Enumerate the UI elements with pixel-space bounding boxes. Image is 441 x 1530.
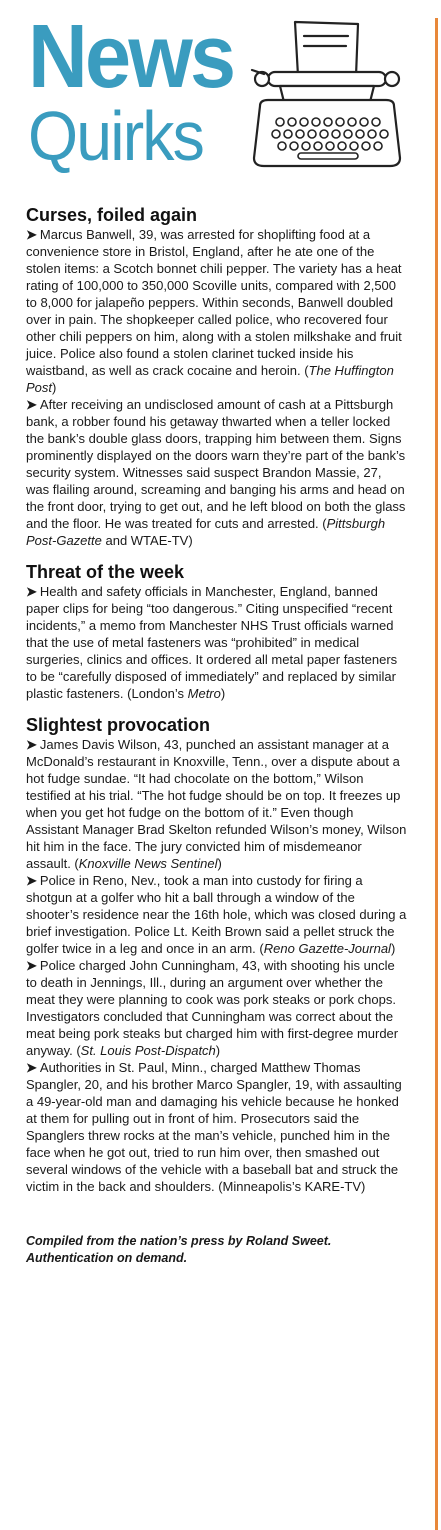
news-item: ➤ Police charged John Cunningham, 43, with shooting his uncle to death in Jennings, Ill., during an argument over whether the meat they were planning to cook was pork steaks or pork chops. Investigators concluded that Cunningham was correct about the meat being pork steaks but charged him with first-degree murder anyway. (St. Louis Post-Dispatch) xyxy=(26,958,399,1058)
credit-authentication: Authentication on demand. xyxy=(26,1251,188,1265)
arrow-bullet-icon: ➤ xyxy=(26,227,37,242)
source-citation: St. Louis Post-Dispatch xyxy=(80,1043,216,1058)
section-heading: Curses, foiled again xyxy=(26,205,198,225)
title-news: News xyxy=(28,7,234,107)
section-heading: Slightest provocation xyxy=(26,715,211,735)
source-citation: Pittsburgh Post-Gazette xyxy=(26,516,386,548)
section-heading: Threat of the week xyxy=(26,562,185,582)
typewriter-icon xyxy=(240,18,410,178)
credit-line xyxy=(26,1233,408,1267)
news-item: ➤ Police in Reno, Nev., took a man into custody for firing a shotgun at a golfer who hit a ball through a window of the shooter’s residence near the 16th hole, which was closed during a brief investigation. Police Lt. Keith Brown said a pellet struck the golfer twice in a leg and once in an arm. (Reno Gazette-Journal) xyxy=(26,873,407,956)
source-citation: Metro xyxy=(187,686,221,701)
masthead xyxy=(28,7,428,192)
arrow-bullet-icon: ➤ xyxy=(26,737,37,752)
article-body xyxy=(26,204,408,1267)
news-item: ➤ Marcus Banwell, 39, was arrested for shoplifting food at a convenience store in Bristol, England, after he ate one of the stolen items: a Scotch bonnet chili pepper. The variety has a heat rating of 100,000 to 350,000 Scoville units, compared with 2,500 to 8,000 for jalapeño peppers. Within seconds, Banwell doubled over in pain. The shopkeeper called police, who recovered four other chili peppers on him, along with a stolen milkshake and fruit juice. Police also found a stolen clarinet tucked inside his waistband, as well as crack cocaine and heroin. (The Huffington Post) xyxy=(26,227,402,395)
news-item: ➤ Authorities in St. Paul, Minn., charged Matthew Thomas Spangler, 20, and his brother Marco Spangler, 19, with assaulting a 49-year-old man and damaging his vehicle because he honked at them for pulling out in front of him. Prosecutors said the Spanglers threw rocks at the man’s vehicle, punched him in the face when he got out, tried to run him over, then smashed out several windows of the vehicle with a baseball bat and struck the victim in the back and shoulders. (Minneapolis’s KARE-TV) xyxy=(26,1060,402,1194)
news-item: ➤ James Davis Wilson, 43, punched an assistant manager at a McDonald’s restaurant in Knoxville, Tenn., over a dispute about a hot fudge sundae. “It had chocolate on the bottom,” Wilson testified at his trial. “The hot fudge should be on top. It freezes up when you get hot fudge on the bottom of it.” Even though Assistant Manager Brad Skelton refunded Wilson’s money, Wilson hit him in the face. The jury convicted him of misdemeanor assault. (Knoxville News Sentinel) xyxy=(26,737,407,871)
arrow-bullet-icon: ➤ xyxy=(26,873,37,888)
source-citation: Reno Gazette-Journal xyxy=(263,941,391,956)
news-item: ➤ Health and safety officials in Manchester, England, banned paper clips for being “too dangerous.” Citing unspecified “recent incidents,” a memo from Manchester NHS Trust officials warned that the use of metal fasteners was “prohibited” in medical surgeries, clinics and offices. It ordered all metal paper fasteners to be “carefully disposed of immediately” and replaced by similar plastic fasteners. (London’s Metro) xyxy=(26,584,398,701)
arrow-bullet-icon: ➤ xyxy=(26,397,37,412)
source-citation: Knoxville News Sentinel xyxy=(78,856,218,871)
arrow-bullet-icon: ➤ xyxy=(26,958,37,973)
arrow-bullet-icon: ➤ xyxy=(26,1060,37,1075)
news-item: ➤ After receiving an undisclosed amount of cash at a Pittsburgh bank, a robber found his getaway thwarted when a teller locked the bank’s double glass doors, trapping him between them. Signs prominently displayed on the doors warn they’re part of the bank’s security system. Witnesses said suspect Brandon Massie, 27, was flailing around, screaming and banging his arms and head on the front door, trying to get out, and he left blood on both the glass and the floor. He was treated for cuts and arrested. (Pittsburgh Post-Gazette and WTAE-TV) xyxy=(26,397,406,548)
title-quirks: Quirks xyxy=(28,97,204,175)
arrow-bullet-icon: ➤ xyxy=(26,584,37,599)
source-citation: The Huffington Post xyxy=(26,363,394,395)
credit-compiled: Compiled from the nation’s press by Roland Sweet. xyxy=(26,1234,332,1248)
orange-side-rule xyxy=(435,18,438,1530)
